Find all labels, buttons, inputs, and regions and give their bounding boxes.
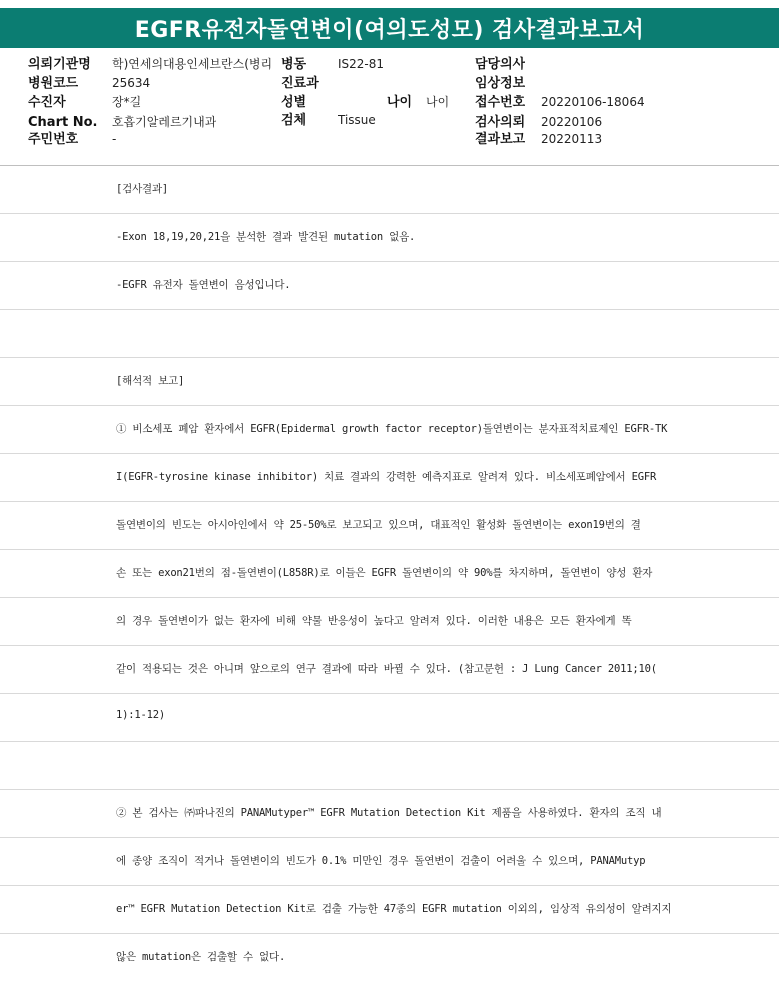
specimen-label: 검체 [281, 113, 307, 128]
report-line [0, 262, 779, 310]
report-line [0, 742, 779, 790]
resident-no-label: 주민번호 [28, 132, 79, 147]
age-value: 나이 [426, 95, 450, 109]
report-line [0, 310, 779, 358]
receipt-no-label: 접수번호 [475, 95, 526, 110]
request-date-label: 검사의뢰 [475, 115, 526, 130]
report-line-text: 의 경우 돌연변이가 없는 환자에 비해 약물 반응성이 높다고 알려져 있다. 이러한 내용은 모든 환자에게 똑 [116, 615, 632, 627]
report-line [0, 502, 779, 550]
report-line [0, 550, 779, 598]
report-line-text: 않은 mutation은 검출할 수 없다. [116, 951, 286, 963]
age-label: 나이 [387, 95, 413, 110]
report-line [0, 934, 779, 981]
ward-label: 병동 [281, 57, 307, 72]
report-line-text: 같이 적용되는 것은 아니며 앞으로의 연구 결과에 따라 바뀔 수 있다. (참고문헌 : J Lung Cancer 2011;10( [116, 663, 657, 675]
hospital-code-label: 병원코드 [28, 76, 79, 91]
report-line [0, 646, 779, 694]
report-line-text: 돌연변이의 빈도는 아시아인에서 약 25-50%로 보고되고 있으며, 대표적인 활성화 돌연변이는 exon19번의 결 [116, 519, 641, 531]
report-line-text: er™ EGFR Mutation Detection Kit로 검출 가능한 47종의 EGFR mutation 이외의, 임상적 유의성이 알려지지 [116, 903, 672, 915]
report-line [0, 406, 779, 454]
clinical-info-label: 임상정보 [475, 76, 526, 91]
report-line-text: ② 본 검사는 ㈜파나진의 PANAMutyper™ EGFR Mutation Detection Kit 제품을 사용하였다. 환자의 조직 내 [116, 807, 662, 819]
report-line-text: -EGFR 유전자 돌연변이 음성입니다. [116, 279, 291, 291]
report-line [0, 886, 779, 934]
report-line-text: I(EGFR-tyrosine kinase inhibitor) 치료 결과의 강력한 예측지표로 알려져 있다. 비소세포폐암에서 EGFR [116, 471, 657, 483]
report-date-label: 결과보고 [475, 132, 526, 147]
chart-no-label: Chart No. [28, 115, 98, 130]
report-line-text: ① 비소세포 폐암 환자에서 EGFR(Epidermal growth factor receptor)돌연변이는 분자표적치료제인 EGFR-TK [116, 423, 668, 435]
receipt-no-value: 20220106-18064 [541, 95, 645, 109]
ward-value: IS22-81 [338, 57, 385, 71]
institution-label: 의뢰기관명 [28, 57, 91, 72]
patient-info-header [0, 50, 779, 165]
report-line [0, 598, 779, 646]
report-line [0, 454, 779, 502]
patient-value: 장*길 [112, 95, 142, 109]
institution-value: 학)연세의대용인세브란스(병리 [112, 57, 273, 71]
resident-no-value: - [112, 132, 117, 146]
hospital-code-value: 25634 [112, 76, 151, 90]
report-line-text: 에 종양 조직이 적거나 돌연변이의 빈도가 0.1% 미만인 경우 돌연변이 검출이 어려울 수 있으며, PANAMutyp [116, 855, 646, 867]
doctor-label: 담당의사 [475, 57, 526, 72]
report-line [0, 358, 779, 406]
report-line [0, 838, 779, 886]
report-line [0, 694, 779, 742]
report-line-text: [해석적 보고] [116, 375, 185, 387]
specimen-value: Tissue [338, 113, 376, 127]
report-date-value: 20220113 [541, 132, 603, 146]
report-line-text: 1):1-12) [116, 709, 165, 721]
report-line-text: [검사결과] [116, 183, 169, 195]
request-date-value: 20220106 [541, 115, 603, 129]
report-line-text: 손 또는 exon21번의 점-돌연변이(L858R)로 이들은 EGFR 돌연변이의 약 90%를 차지하며, 돌연변이 양성 환자 [116, 567, 653, 579]
patient-label: 수진자 [28, 95, 66, 110]
chart-no-value: 호흡기알레르기내과 [112, 115, 217, 129]
sex-label: 성별 [281, 95, 307, 110]
department-label: 진료과 [281, 76, 319, 91]
report-line [0, 214, 779, 262]
report-body [0, 166, 779, 981]
report-title: EGFR유전자돌연변이(여의도성모) 검사결과보고서 [0, 8, 779, 48]
report-line [0, 790, 779, 838]
report-line-text: -Exon 18,19,20,21을 분석한 결과 발견된 mutation 없음. [116, 231, 416, 243]
report-line [0, 166, 779, 214]
